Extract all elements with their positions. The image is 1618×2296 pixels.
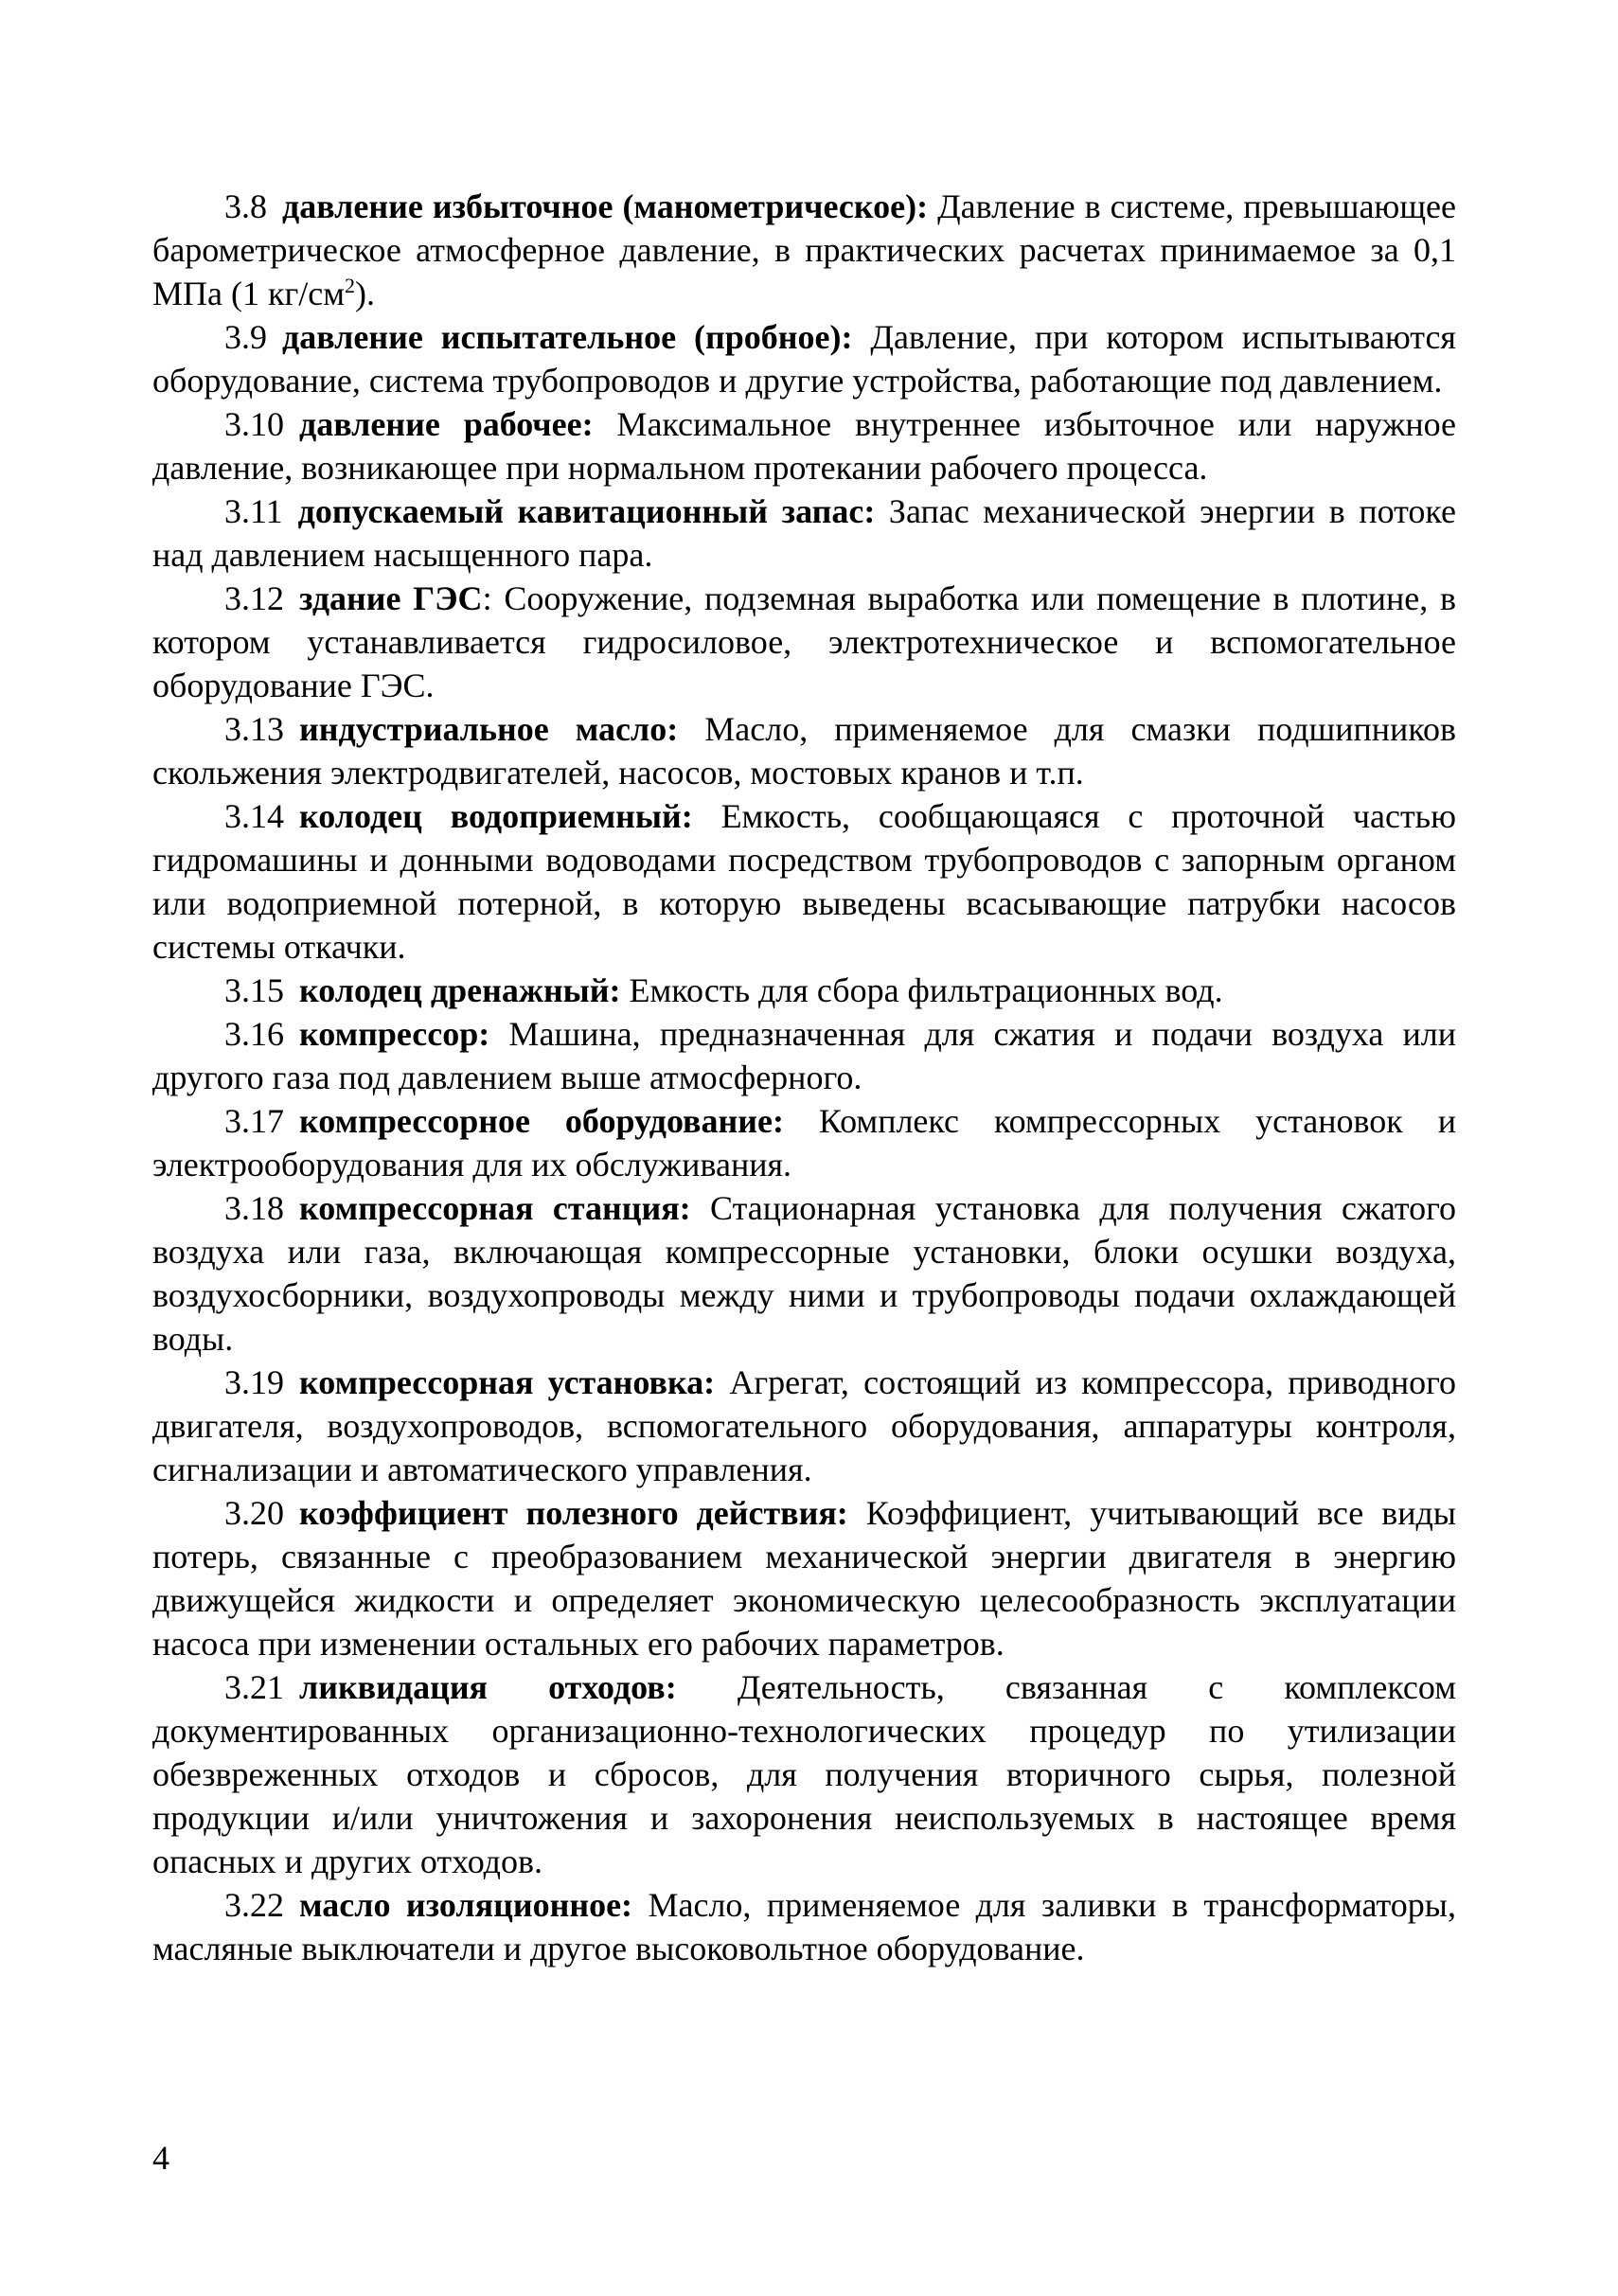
definition-text: Давление в системе, превышающее барометрическое атмосферное давление, в практических расчетах принимаемое за 0,1 МПа (1 кг/см [152,187,1457,312]
term: компрессорная установка: [299,1363,716,1401]
term: коэффициент полезного действия: [299,1494,848,1532]
definition-3-17 [152,1099,1456,1186]
clause-number: 3.18 [224,1189,284,1227]
definition-text: Емкость для сбора фильтрационных вод. [620,971,1223,1009]
definition-3-16 [152,1012,1456,1099]
definition-text: Давление, при котором испытываются оборудование, система трубопроводов и другие устройства, работающие под давлением. [152,318,1456,400]
definition-3-9 [152,315,1456,402]
definition-3-13 [152,707,1456,794]
clause-number: 3.10 [224,405,284,443]
clause-number: 3.21 [224,1668,284,1706]
term: компрессорная станция: [299,1189,691,1227]
clause-number: 3.9 [224,318,267,356]
clause-number: 3.13 [224,710,284,748]
definition-3-20 [152,1491,1456,1665]
definition-3-10 [152,402,1456,489]
definition-text: Максимальное внутреннее избыточное или наружное давление, возникающее при нормальном протекании рабочего процесса. [152,405,1457,487]
clause-number: 3.19 [224,1363,284,1401]
definition-3-21 [152,1665,1456,1883]
term: индустриальное масло: [299,710,679,748]
definition-3-15 [152,969,1456,1012]
term: давление избыточное (манометрическое): [282,187,929,225]
definition-3-22 [152,1883,1456,1970]
clause-number: 3.11 [224,492,283,530]
clause-number: 3.8 [224,187,267,225]
definition-3-18 [152,1186,1456,1361]
term: допускаемый кавитационный запас: [297,492,876,530]
definition-text: Машина, предназначенная для сжатия и подачи воздуха или другого газа под давлением выше атмосферного. [152,1015,1456,1096]
clause-number: 3.15 [224,971,284,1009]
term: компрессор: [299,1015,490,1053]
definition-text: Стационарная установка для получения сжатого воздуха или газа, включающая компрессорные установки, блоки осушки воздуха, воздухосборники, воздухопроводы между ними и трубопроводы подачи охлаждающей воды. [152,1189,1456,1358]
definition-text: Масло, применяемое для смазки подшипников скольжения электродвигателей, насосов, мостовых кранов и т.п. [152,710,1456,792]
definition-text: Деятельность, связанная с комплексом документированных организационно-технологических процедур по утилизации обезвреженных отходов и сбросов, для получения вторичного сырья, полезной продукции и/или уничтожения и захоронения неиспользуемых в настоящее время опасных и других отходов. [152,1668,1456,1880]
definition-3-19 [152,1361,1456,1491]
term: давление испытательное (пробное): [282,318,853,356]
clause-number: 3.14 [224,797,284,835]
definition-3-14 [152,794,1456,969]
page-number: 4 [152,2139,169,2177]
term: ликвидация отходов: [299,1668,677,1706]
clause-number: 3.12 [224,579,284,617]
term: колодец дренажный: [299,971,621,1009]
definition-3-12 [152,577,1456,707]
clause-number: 3.22 [224,1886,284,1924]
term: давление рабочее: [299,405,594,443]
definition-3-8 [152,185,1456,315]
term: здание ГЭС [299,579,483,617]
definition-text: Агрегат, состоящий из компрессора, приводного двигателя, воздухопроводов, вспомогательного оборудования, аппаратуры контроля, сигнализации и автоматического управления. [152,1363,1456,1488]
definition-text: : Сооружение, подземная выработка или помещение в плотине, в котором устанавливается гидросиловое, электротехническое и вспомогательное оборудование ГЭС. [152,579,1456,704]
definition-text: Запас механической энергии в потоке над давлением насыщенного пара. [152,492,1456,574]
definition-text: Комплекс компрессорных установок и электрооборудования для их обслуживания. [152,1102,1456,1184]
term: компрессорное оборудование: [299,1102,784,1140]
definition-text: Коэффициент, учитывающий все виды потерь, связанные с преобразованием механической энергии двигателя в энергию движущейся жидкости и определяет экономическую целесообразность эксплуатации насоса при изменении остальных его рабочих параметров. [152,1494,1456,1663]
clause-number: 3.16 [224,1015,284,1053]
clause-number: 3.20 [224,1494,284,1532]
definition-3-11 [152,489,1456,577]
term: масло изоляционное: [299,1886,633,1924]
clause-number: 3.17 [224,1102,284,1140]
definition-tail: ). [355,275,375,312]
definition-text: Емкость, сообщающаяся с проточной частью гидромашины и донными водоводами посредством трубопроводов с запорным органом или водоприемной потерной, в которую выведены всасывающие патрубки насосов системы откачки. [152,797,1456,966]
term: колодец водоприемный: [299,797,693,835]
definitions-list [152,185,1456,1970]
superscript: 2 [345,274,355,297]
definition-text: Масло, применяемое для заливки в трансформаторы, масляные выключатели и другое высоковольтное оборудование. [152,1886,1456,1967]
